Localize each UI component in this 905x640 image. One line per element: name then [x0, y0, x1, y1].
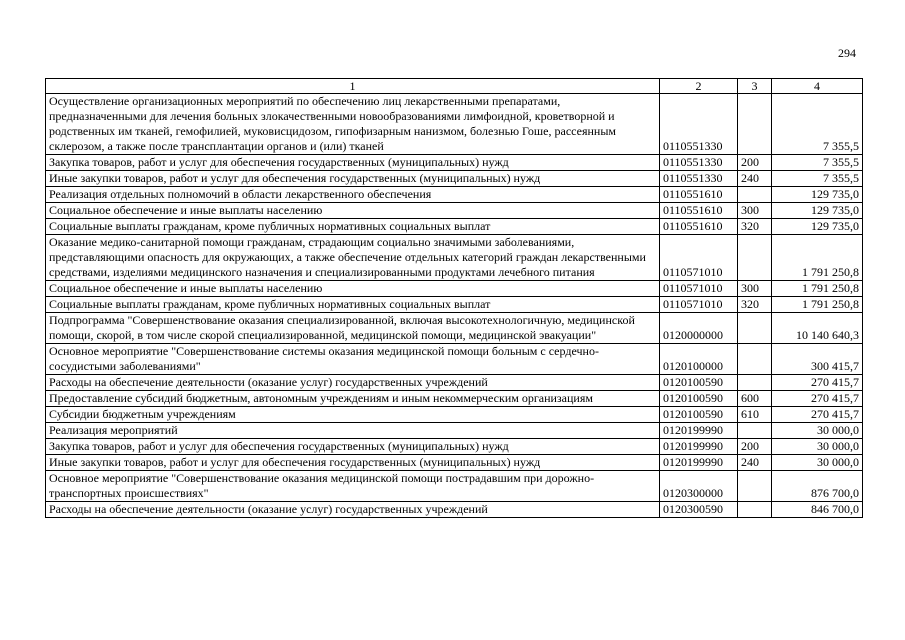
row-code-cell: 0120100590 [660, 407, 738, 423]
row-name-cell: Оказание медико-санитарной помощи гражданам, страдающим социально значимыми заболеваниями, представляющими опасность для окружающих, а также обеспечение отдельных категорий граждан лекарственными средствами, изделиями медицинского назначения и специализированными продуктами лечебного питания [46, 235, 660, 281]
row-type-cell: 300 [738, 203, 772, 219]
row-amount-cell: 7 355,5 [772, 155, 863, 171]
row-type-cell [738, 502, 772, 518]
row-amount-cell: 300 415,7 [772, 344, 863, 375]
table-row [46, 407, 863, 423]
row-code-cell: 0110551330 [660, 94, 738, 155]
row-name-cell: Социальные выплаты гражданам, кроме публичных нормативных социальных выплат [46, 297, 660, 313]
row-name-cell: Реализация отдельных полномочий в области лекарственного обеспечения [46, 187, 660, 203]
row-name-cell: Субсидии бюджетным учреждениям [46, 407, 660, 423]
table-row [46, 297, 863, 313]
row-type-cell: 240 [738, 455, 772, 471]
row-amount-cell: 30 000,0 [772, 455, 863, 471]
row-amount-cell: 270 415,7 [772, 407, 863, 423]
row-amount-cell: 1 791 250,8 [772, 281, 863, 297]
row-name-cell: Социальное обеспечение и иные выплаты населению [46, 203, 660, 219]
row-amount-cell: 270 415,7 [772, 391, 863, 407]
table-row [46, 375, 863, 391]
table-row [46, 171, 863, 187]
table-row [46, 187, 863, 203]
table-body [46, 94, 863, 518]
row-code-cell: 0110571010 [660, 297, 738, 313]
row-name-cell: Основное мероприятие "Совершенствование оказания медицинской помощи пострадавшим при дорожно-транспортных происшествиях" [46, 471, 660, 502]
row-amount-cell: 7 355,5 [772, 171, 863, 187]
row-code-cell: 0120300590 [660, 502, 738, 518]
row-type-cell [738, 344, 772, 375]
row-code-cell: 0110551330 [660, 155, 738, 171]
row-code-cell: 0110551330 [660, 171, 738, 187]
row-amount-cell: 1 791 250,8 [772, 235, 863, 281]
row-amount-cell: 846 700,0 [772, 502, 863, 518]
table-row [46, 455, 863, 471]
row-amount-cell: 129 735,0 [772, 219, 863, 235]
row-type-cell: 600 [738, 391, 772, 407]
row-name-cell: Расходы на обеспечение деятельности (оказание услуг) государственных учреждений [46, 375, 660, 391]
row-type-cell: 300 [738, 281, 772, 297]
column-header-name: 1 [46, 79, 660, 94]
table-row [46, 235, 863, 281]
row-amount-cell: 7 355,5 [772, 94, 863, 155]
row-type-cell [738, 94, 772, 155]
table-row [46, 219, 863, 235]
row-name-cell: Основное мероприятие "Совершенствование системы оказания медицинской помощи больным с сердечно-сосудистыми заболеваниями" [46, 344, 660, 375]
table-row [46, 203, 863, 219]
table-row [46, 94, 863, 155]
row-name-cell: Социальное обеспечение и иные выплаты населению [46, 281, 660, 297]
row-name-cell: Закупка товаров, работ и услуг для обеспечения государственных (муниципальных) нужд [46, 439, 660, 455]
row-type-cell [738, 375, 772, 391]
row-amount-cell: 876 700,0 [772, 471, 863, 502]
table-header-row [46, 79, 863, 94]
row-type-cell: 320 [738, 297, 772, 313]
table-row [46, 439, 863, 455]
row-type-cell [738, 471, 772, 502]
table-row [46, 313, 863, 344]
row-code-cell: 0110551610 [660, 219, 738, 235]
table-row [46, 471, 863, 502]
row-amount-cell: 10 140 640,3 [772, 313, 863, 344]
row-code-cell: 0110571010 [660, 235, 738, 281]
row-code-cell: 0120300000 [660, 471, 738, 502]
row-type-cell: 200 [738, 439, 772, 455]
row-code-cell: 0120100590 [660, 375, 738, 391]
row-name-cell: Закупка товаров, работ и услуг для обеспечения государственных (муниципальных) нужд [46, 155, 660, 171]
page-number: 294 [838, 46, 856, 60]
column-header-type: 3 [738, 79, 772, 94]
row-type-cell [738, 187, 772, 203]
row-code-cell: 0110551610 [660, 203, 738, 219]
row-type-cell [738, 313, 772, 344]
row-type-cell [738, 423, 772, 439]
row-amount-cell: 30 000,0 [772, 439, 863, 455]
column-header-code: 2 [660, 79, 738, 94]
row-code-cell: 0120199990 [660, 455, 738, 471]
row-code-cell: 0110551610 [660, 187, 738, 203]
table-row [46, 344, 863, 375]
table-row [46, 502, 863, 518]
row-amount-cell: 1 791 250,8 [772, 297, 863, 313]
row-name-cell: Предоставление субсидий бюджетным, автономным учреждениям и иным некоммерческим организациям [46, 391, 660, 407]
table-row [46, 423, 863, 439]
row-code-cell: 0120199990 [660, 439, 738, 455]
column-header-amount: 4 [772, 79, 863, 94]
row-code-cell: 0110571010 [660, 281, 738, 297]
row-code-cell: 0120199990 [660, 423, 738, 439]
row-name-cell: Иные закупки товаров, работ и услуг для обеспечения государственных (муниципальных) нужд [46, 455, 660, 471]
table-row [46, 391, 863, 407]
row-type-cell: 200 [738, 155, 772, 171]
row-name-cell: Реализация мероприятий [46, 423, 660, 439]
row-name-cell: Осуществление организационных мероприятий по обеспечению лиц лекарственными препаратами, предназначенными для лечения больных злокачественными новообразованиями лимфоидной, кроветворной и родственных им тканей, гемофилией, муковисцидозом, гипофизарным нанизмом, болезнью Гоше, рассеянным склерозом, а также после трансплантации органов и (или) тканей [46, 94, 660, 155]
table-row [46, 155, 863, 171]
row-type-cell: 240 [738, 171, 772, 187]
row-name-cell: Иные закупки товаров, работ и услуг для обеспечения государственных (муниципальных) нужд [46, 171, 660, 187]
row-name-cell: Подпрограмма "Совершенствование оказания специализированной, включая высокотехнологичную, медицинской помощи, скорой, в том числе скорой специализированной, медицинской помощи, медицинской эвакуации" [46, 313, 660, 344]
table-row [46, 281, 863, 297]
row-code-cell: 0120100590 [660, 391, 738, 407]
row-type-cell: 610 [738, 407, 772, 423]
row-code-cell: 0120100000 [660, 344, 738, 375]
budget-table [45, 78, 863, 518]
row-amount-cell: 30 000,0 [772, 423, 863, 439]
row-type-cell: 320 [738, 219, 772, 235]
row-code-cell: 0120000000 [660, 313, 738, 344]
row-amount-cell: 129 735,0 [772, 203, 863, 219]
row-name-cell: Социальные выплаты гражданам, кроме публичных нормативных социальных выплат [46, 219, 660, 235]
row-amount-cell: 129 735,0 [772, 187, 863, 203]
row-amount-cell: 270 415,7 [772, 375, 863, 391]
row-name-cell: Расходы на обеспечение деятельности (оказание услуг) государственных учреждений [46, 502, 660, 518]
row-type-cell [738, 235, 772, 281]
